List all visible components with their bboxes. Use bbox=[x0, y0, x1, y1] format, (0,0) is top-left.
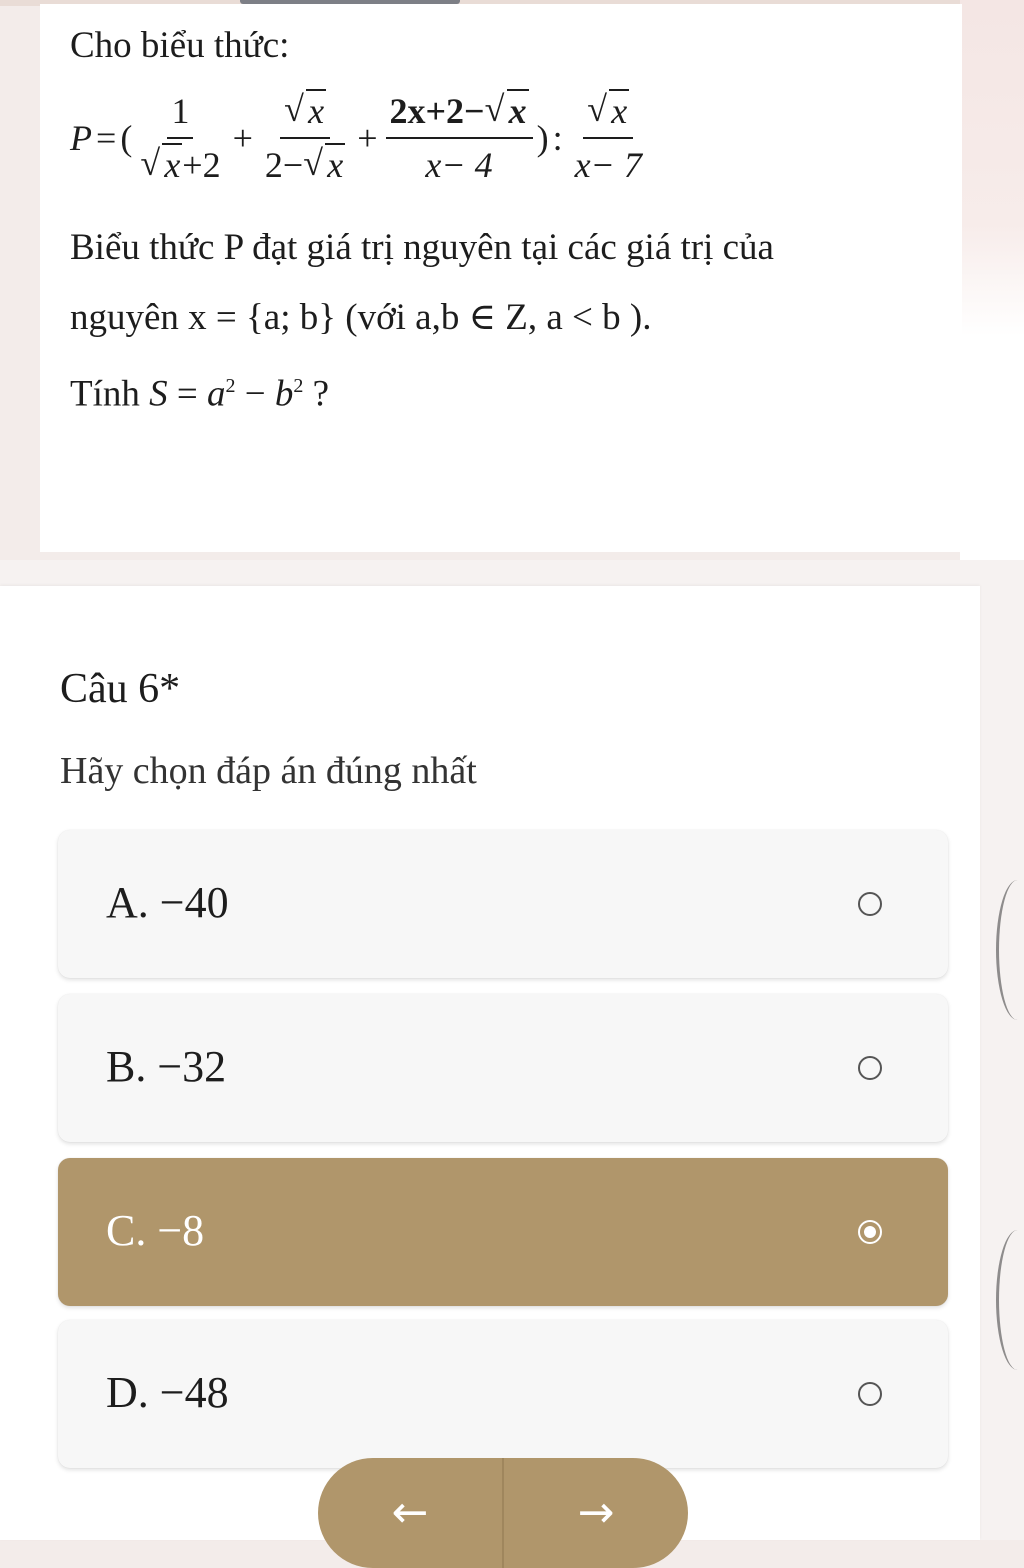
radio-icon[interactable] bbox=[858, 892, 882, 916]
question-line-4: Tính $S = a^2 - b^2$ ? bbox=[70, 373, 330, 415]
fraction-2-numerator bbox=[280, 91, 330, 139]
option-a[interactable] bbox=[58, 830, 948, 978]
option-d[interactable] bbox=[58, 1320, 948, 1468]
option-a-label: A. −40 bbox=[106, 878, 229, 927]
question-line-2: Biểu thức P đạt giá trị nguyên tại các giá trị của bbox=[70, 227, 774, 268]
fraction-1-numerator: 1 bbox=[167, 91, 193, 139]
option-b-label: B. −32 bbox=[106, 1042, 227, 1091]
fraction-1-denominator: √ x+2 bbox=[136, 139, 224, 185]
fraction-2 bbox=[261, 91, 349, 185]
fraction-3-denominator: x− 4 bbox=[425, 145, 493, 185]
fraction-4 bbox=[571, 91, 646, 185]
formula-lhs: P bbox=[70, 118, 92, 158]
background-decoration bbox=[960, 0, 1024, 560]
sqrt-symbol: √ x bbox=[284, 91, 326, 131]
fraction-2-denominator: 2−√ x bbox=[261, 139, 349, 185]
prev-arrow-icon[interactable]: ← bbox=[318, 1458, 502, 1568]
option-c[interactable] bbox=[58, 1158, 948, 1306]
question-line-3: nguyên x = {a; b} (với a,b ∈ Z, a < b ). bbox=[70, 297, 652, 338]
formula-colon: : bbox=[552, 118, 563, 158]
formula-plus: + bbox=[357, 118, 378, 158]
radio-selected-icon[interactable] bbox=[858, 1220, 882, 1244]
option-c-label: C. −8 bbox=[106, 1206, 205, 1255]
navigation-bar bbox=[318, 1458, 688, 1568]
fraction-3-numerator: 2x+2−√ x bbox=[386, 91, 533, 139]
fraction-3 bbox=[386, 91, 533, 185]
sqrt-symbol: √ x bbox=[140, 145, 182, 185]
next-arrow-icon[interactable]: → bbox=[504, 1458, 688, 1568]
formula-close-paren: ) bbox=[536, 118, 549, 158]
sqrt-symbol: √ x bbox=[587, 91, 629, 131]
formula-eq: = bbox=[96, 118, 117, 158]
fraction-4-denominator: x− 7 bbox=[574, 145, 642, 185]
formula bbox=[70, 78, 650, 198]
radio-icon[interactable] bbox=[858, 1382, 882, 1406]
option-b[interactable] bbox=[58, 994, 948, 1142]
question-number: Câu 6* bbox=[60, 666, 181, 712]
instruction-text: Hãy chọn đáp án đúng nhất bbox=[60, 750, 477, 792]
question-card bbox=[40, 4, 962, 552]
sqrt-symbol: √ x bbox=[303, 145, 345, 185]
sqrt-symbol: √ x bbox=[485, 91, 529, 131]
fraction-4-numerator bbox=[583, 91, 633, 139]
fraction-1 bbox=[136, 91, 224, 185]
question-intro: Cho biểu thức: bbox=[70, 25, 290, 66]
option-d-label: D. −48 bbox=[106, 1368, 229, 1417]
radio-icon[interactable] bbox=[858, 1056, 882, 1080]
formula-plus: + bbox=[232, 118, 253, 158]
formula-open-paren: ( bbox=[120, 118, 133, 158]
